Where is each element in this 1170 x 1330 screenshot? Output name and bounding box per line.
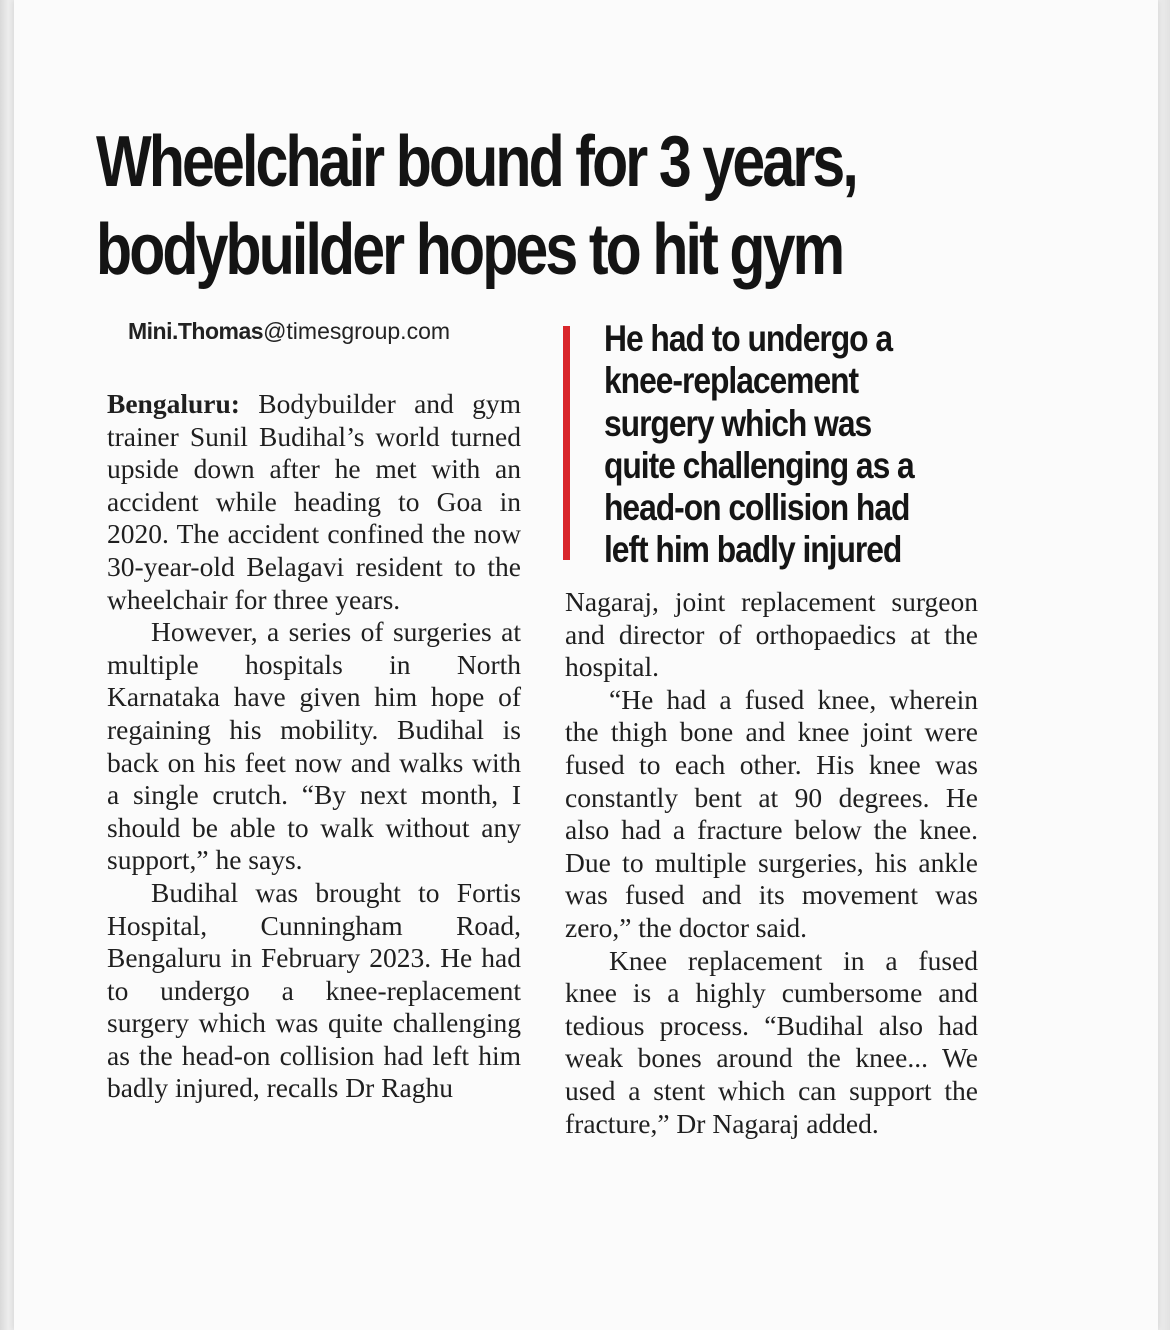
paragraph-text: Bodybuilder and gym trainer Sunil Budihal’s world turned upside down after he met with an accident while heading to Goa in 2020. The accident confined the now 30-year-old Belagavi resident to the wheelchair for three years. — [107, 388, 521, 615]
article-paragraph — [107, 388, 521, 616]
article-paragraph: However, a series of surgeries at multiple hospitals in North Karnataka have given him hope of regaining his mobility. Budihal is back on his feet now and walks with a single crutch. “By next month, I should be able to walk without any support,” he says. — [107, 616, 521, 876]
pullquote-line: left him badly injured — [604, 529, 902, 571]
pullquote-accent-bar — [563, 326, 570, 560]
pullquote-line: head-on collision had — [604, 487, 910, 529]
byline-name: Mini.Thomas — [128, 318, 264, 344]
article-column-1 — [107, 388, 521, 1105]
byline — [128, 318, 450, 345]
article-paragraph: Nagaraj, joint replacement surgeon and director of orthopaedics at the hospital. — [565, 586, 978, 683]
article-paragraph: Knee replacement in a fused knee is a highly cumbersome and tedious process. “Budihal also had weak bones around the knee... We used a stent which can support the fracture,” Dr Nagaraj added. — [565, 944, 978, 1139]
pullquote-line: quite challenging as a — [604, 444, 914, 486]
pullquote-line: knee-replacement — [604, 360, 859, 402]
article-column-2 — [565, 586, 978, 1140]
pullquote-line: He had to undergo a — [604, 318, 893, 359]
article-paragraph: “He had a fused knee, wherein the thigh bone and knee joint were fused to each other. His knee was constantly bent at 90 degrees. He also had a fracture below the knee. Due to multiple surgeries, his ankle was fused and its movement was zero,” the doctor said. — [565, 683, 978, 943]
article-paragraph: Budihal was brought to Fortis Hospital, Cunningham Road, Bengaluru in February 2023. He had to undergo a knee-replacement surgery which was quite challenging as the head-on collision had left him badly injured, recalls Dr Raghu — [107, 876, 521, 1104]
pullquote — [604, 318, 965, 572]
dateline: Bengaluru: — [107, 388, 240, 419]
byline-domain: @timesgroup.com — [263, 318, 451, 344]
headline — [96, 118, 867, 294]
headline-line-1: Wheelchair bound for 3 years, — [96, 122, 856, 202]
headline-line-2: bodybuilder hopes to hit gym — [96, 210, 843, 290]
pullquote-line: surgery which was — [604, 402, 872, 444]
